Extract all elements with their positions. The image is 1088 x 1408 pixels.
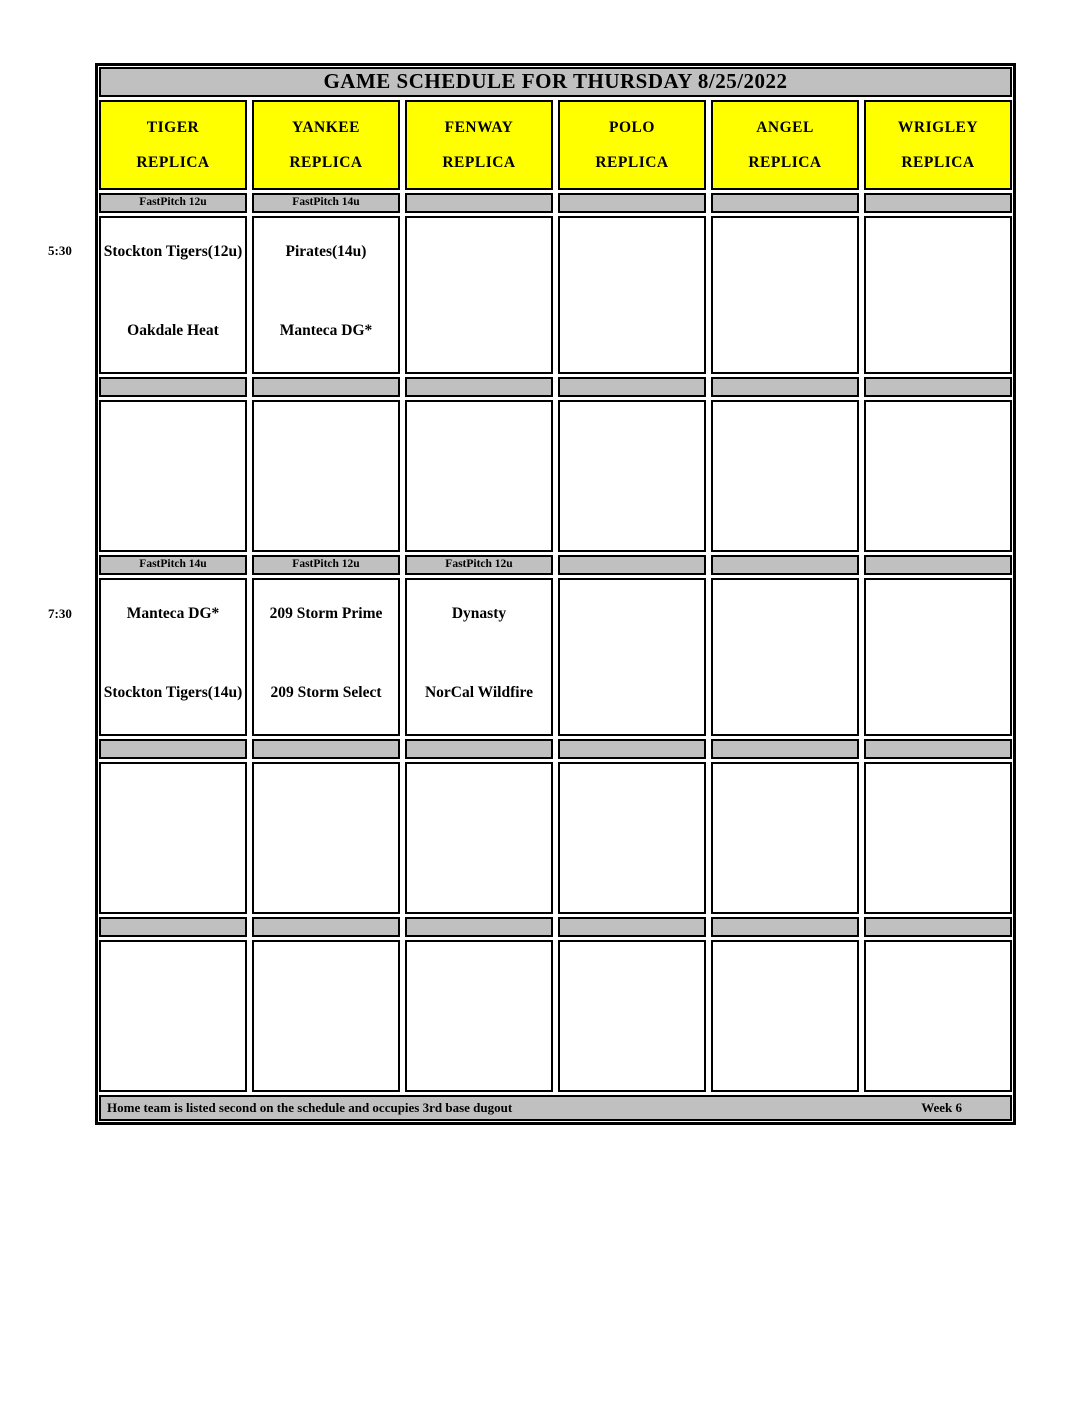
- empty-cell: [405, 400, 553, 552]
- empty-cell: [864, 940, 1012, 1092]
- empty-schedule-row: [99, 762, 1012, 914]
- game-cell: [405, 578, 553, 736]
- division-cell-empty: [711, 555, 859, 575]
- division-cell-empty: [864, 555, 1012, 575]
- footer-bar: [99, 1095, 1012, 1121]
- empty-cell: [711, 578, 859, 736]
- field-name: FENWAY: [444, 118, 514, 136]
- division-cell-empty: [99, 739, 247, 759]
- empty-cell: [864, 400, 1012, 552]
- division-cell-empty: [558, 377, 706, 397]
- home-team: Stockton Tigers(14u): [103, 684, 243, 701]
- empty-cell: [99, 762, 247, 914]
- schedule-title: GAME SCHEDULE FOR THURSDAY 8/25/2022: [99, 67, 1012, 97]
- time-label-730: 7:30: [48, 606, 72, 621]
- game-row-530: [99, 216, 1012, 374]
- empty-cell: [252, 940, 400, 1092]
- division-cell-empty: [558, 917, 706, 937]
- empty-schedule-row: [99, 940, 1012, 1092]
- home-team: NorCal Wildfire: [424, 684, 534, 701]
- division-cell-empty: [252, 377, 400, 397]
- game-cell: [99, 578, 247, 736]
- home-team: 209 Storm Select: [270, 684, 382, 701]
- division-band-row: [99, 193, 1012, 213]
- field-header-yankee: [252, 100, 400, 190]
- field-name: WRIGLEY: [897, 118, 979, 136]
- division-cell-empty: [711, 193, 859, 213]
- division-band-row: [99, 555, 1012, 575]
- empty-schedule-row: [99, 400, 1012, 552]
- empty-cell: [99, 940, 247, 1092]
- empty-cell: [558, 940, 706, 1092]
- field-replica-label: REPLICA: [748, 153, 822, 171]
- field-name: TIGER: [146, 118, 200, 136]
- field-header-polo: [558, 100, 706, 190]
- field-header-tiger: [99, 100, 247, 190]
- division-cell-empty: [252, 739, 400, 759]
- division-label: FastPitch 12u: [405, 555, 553, 575]
- division-cell-empty: [405, 193, 553, 213]
- division-cell-empty: [99, 917, 247, 937]
- division-band-row: [99, 917, 1012, 937]
- division-cell-empty: [405, 917, 553, 937]
- division-cell-empty: [864, 377, 1012, 397]
- empty-cell: [558, 400, 706, 552]
- empty-cell: [558, 216, 706, 374]
- field-name: ANGEL: [756, 118, 814, 136]
- empty-cell: [252, 762, 400, 914]
- division-cell-empty: [558, 193, 706, 213]
- empty-cell: [864, 216, 1012, 374]
- empty-cell: [864, 578, 1012, 736]
- empty-cell: [711, 940, 859, 1092]
- away-team: Dynasty: [451, 605, 507, 622]
- empty-cell: [711, 762, 859, 914]
- division-cell-empty: [558, 739, 706, 759]
- empty-cell: [558, 578, 706, 736]
- field-header-wrigley: [864, 100, 1012, 190]
- empty-cell: [558, 762, 706, 914]
- empty-cell: [405, 762, 553, 914]
- division-cell-empty: [711, 917, 859, 937]
- division-label: FastPitch 12u: [99, 193, 247, 213]
- away-team: Stockton Tigers(12u): [103, 243, 243, 260]
- game-cell: [252, 578, 400, 736]
- division-cell-empty: [99, 377, 247, 397]
- away-team: Manteca DG*: [126, 605, 220, 622]
- away-team: Pirates(14u): [285, 243, 367, 260]
- field-replica-label: REPLICA: [595, 153, 669, 171]
- division-cell-empty: [711, 739, 859, 759]
- game-row-730: [99, 578, 1012, 736]
- field-header-angel: [711, 100, 859, 190]
- field-name: POLO: [609, 118, 655, 136]
- week-label: Week 6: [921, 1100, 962, 1115]
- footer-note: Home team is listed second on the schedule and occupies 3rd base dugout: [107, 1100, 513, 1115]
- empty-cell: [252, 400, 400, 552]
- field-replica-label: REPLICA: [442, 153, 516, 171]
- division-cell-empty: [864, 739, 1012, 759]
- division-label: FastPitch 14u: [252, 193, 400, 213]
- division-label: FastPitch 14u: [99, 555, 247, 575]
- empty-cell: [711, 400, 859, 552]
- field-replica-label: REPLICA: [901, 153, 975, 171]
- field-header-row: [99, 100, 1012, 190]
- home-team: Manteca DG*: [279, 322, 373, 339]
- time-label-530: 5:30: [48, 243, 72, 258]
- division-band-row: [99, 739, 1012, 759]
- schedule-table: [95, 63, 1016, 1125]
- field-replica-label: REPLICA: [289, 153, 363, 171]
- division-cell-empty: [405, 739, 553, 759]
- schedule-rows: [99, 193, 1012, 1092]
- field-header-fenway: [405, 100, 553, 190]
- field-replica-label: REPLICA: [136, 153, 210, 171]
- empty-cell: [405, 940, 553, 1092]
- empty-cell: [405, 216, 553, 374]
- division-cell-empty: [864, 193, 1012, 213]
- game-cell: [99, 216, 247, 374]
- division-cell-empty: [558, 555, 706, 575]
- division-band-row: [99, 377, 1012, 397]
- empty-cell: [99, 400, 247, 552]
- field-name: YANKEE: [292, 118, 360, 136]
- division-cell-empty: [864, 917, 1012, 937]
- division-cell-empty: [711, 377, 859, 397]
- empty-cell: [864, 762, 1012, 914]
- empty-cell: [711, 216, 859, 374]
- game-cell: [252, 216, 400, 374]
- division-cell-empty: [405, 377, 553, 397]
- home-team: Oakdale Heat: [127, 322, 219, 339]
- division-cell-empty: [252, 917, 400, 937]
- division-label: FastPitch 12u: [252, 555, 400, 575]
- away-team: 209 Storm Prime: [269, 605, 383, 622]
